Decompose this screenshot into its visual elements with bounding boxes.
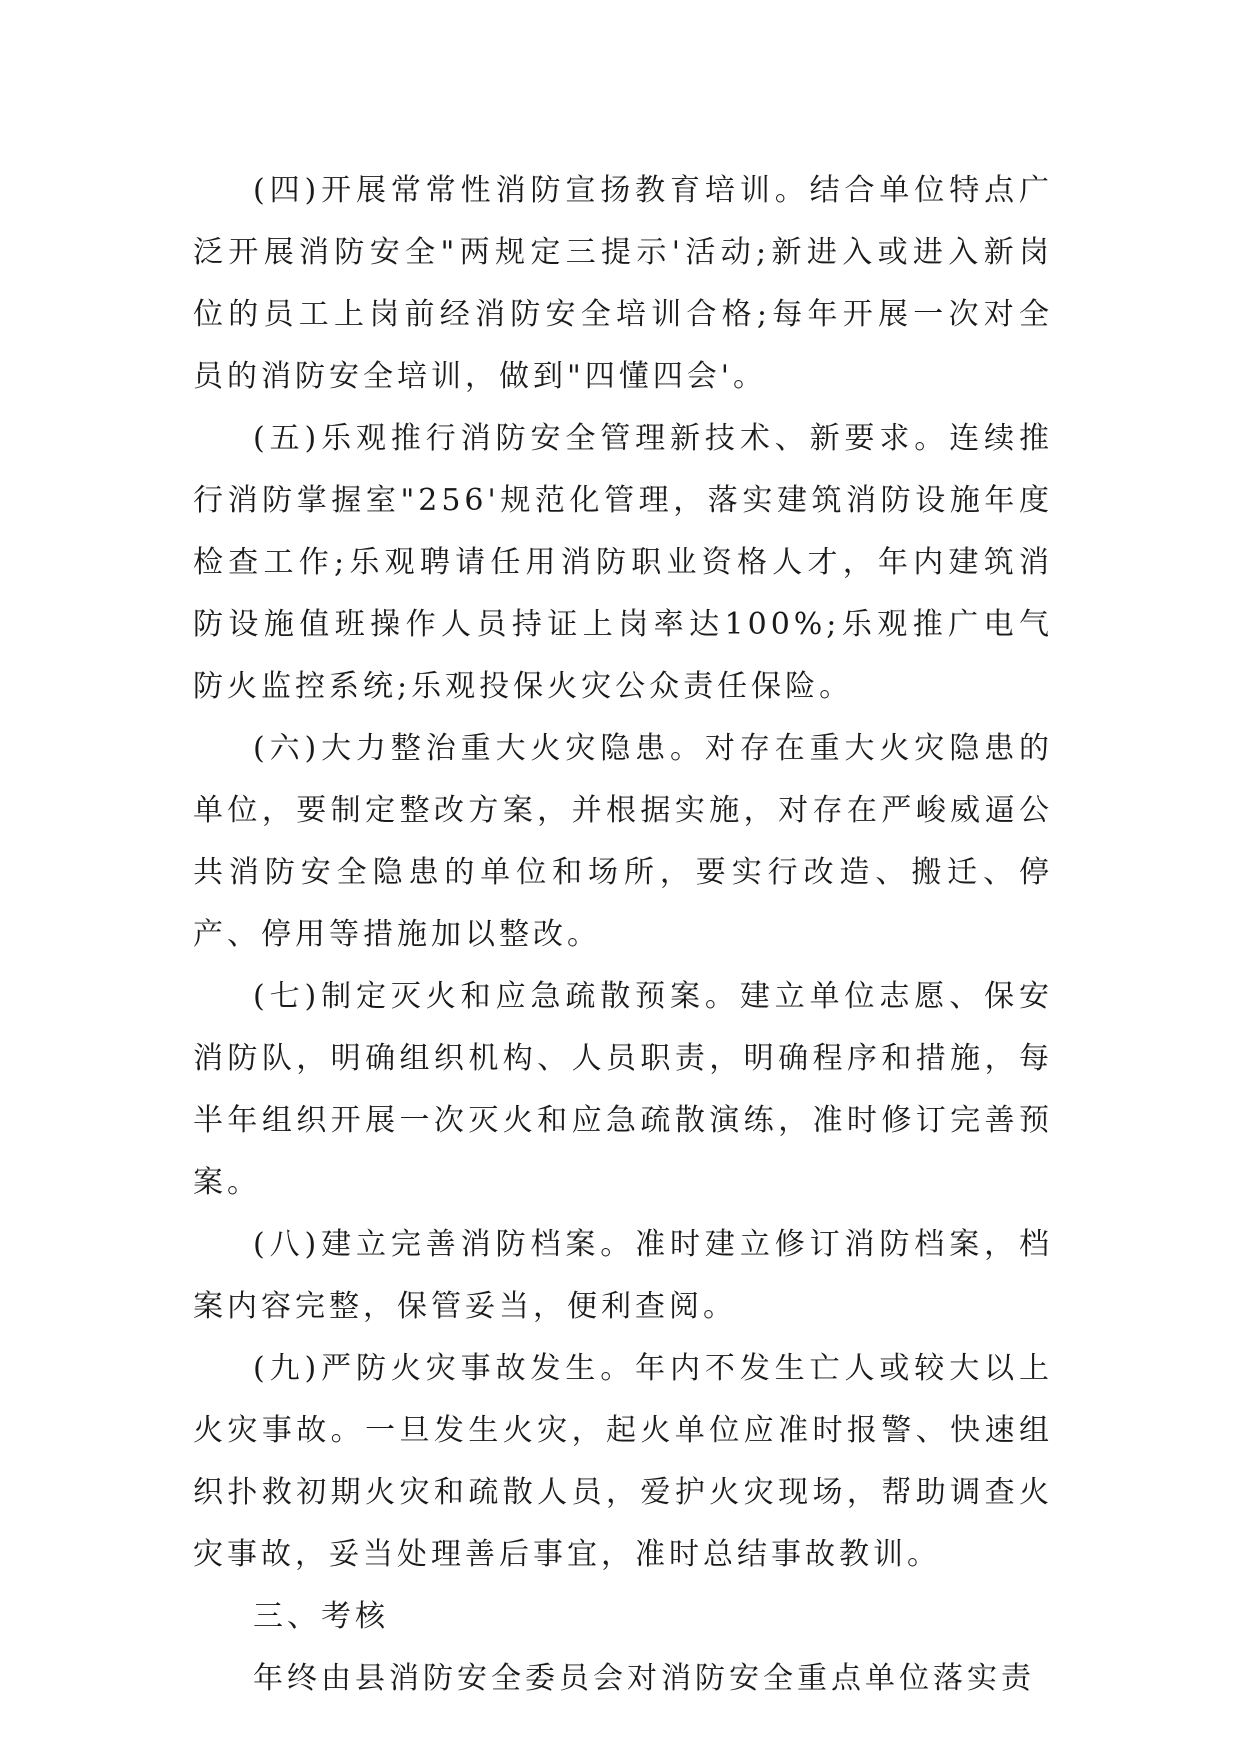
section-heading-assessment: 三、考核	[253, 1599, 389, 1634]
paragraph-4-publicity-training: (四)开展常常性消防宣扬教育培训。结合单位特点广泛开展消防安全"两规定三提示'活动;新进入或进入新岗位的员工上岗前经消防安全培训合格;每年开展一次对全员的消防安全培训，做到"四懂四会'。	[193, 173, 1053, 394]
document-body	[193, 160, 1053, 1710]
paragraph-5-new-technology: (五)乐观推行消防安全管理新技术、新要求。连续推行消防掌握室"256'规范化管理，落实建筑消防设施年度检查工作;乐观聘请任用消防职业资格人才，年内建筑消防设施值班操作人员持证上岗率达100%;乐观推广电气防火监控系统;乐观投保火灾公众责任保险。	[193, 421, 1053, 704]
paragraph-assessment-start: 年终由县消防安全委员会对消防安全重点单位落实责	[253, 1661, 1035, 1696]
paragraph-7-emergency-plan: (七)制定灭火和应急疏散预案。建立单位志愿、保安消防队，明确组织机构、人员职责，明确程序和措施，每半年组织开展一次灭火和应急疏散演练，准时修订完善预案。	[193, 979, 1053, 1200]
paragraph-8-fire-archives: (八)建立完善消防档案。准时建立修订消防档案，档案内容完整，保管妥当，便利查阅。	[193, 1227, 1053, 1324]
paragraph-6-hazard-rectification: (六)大力整治重大火灾隐患。对存在重大火灾隐患的单位，要制定整改方案，并根据实施，对存在严峻威逼公共消防安全隐患的单位和场所，要实行改造、搬迁、停产、停用等措施加以整改。	[193, 731, 1053, 952]
paragraph-9-accident-prevention: (九)严防火灾事故发生。年内不发生亡人或较大以上火灾事故。一旦发生火灾，起火单位应准时报警、快速组织扑救初期火灾和疏散人员，爱护火灾现场，帮助调查火灾事故，妥当处理善后事宜，准时总结事故教训。	[193, 1351, 1053, 1572]
